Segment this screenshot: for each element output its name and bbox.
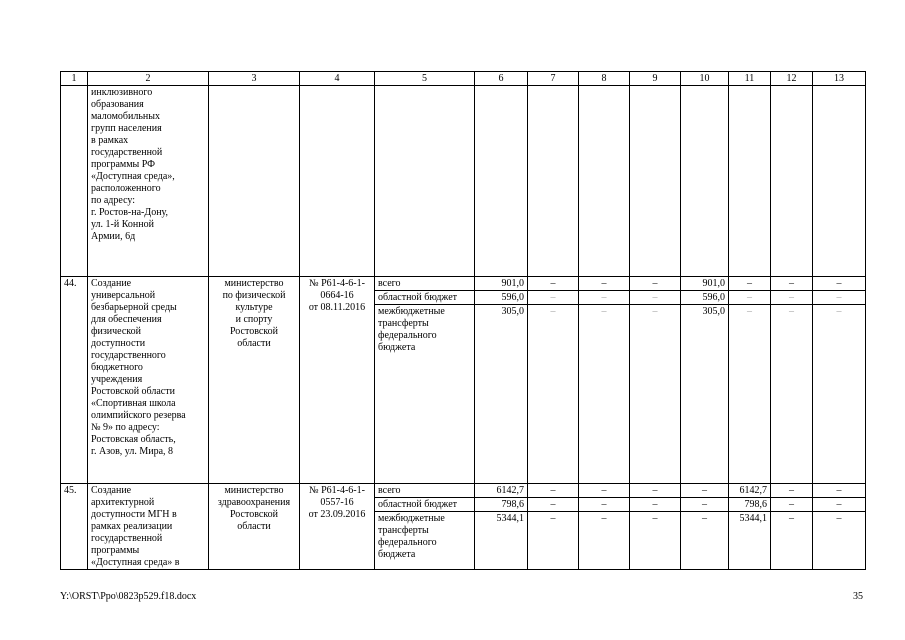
col-header: 9 [630, 72, 681, 86]
value-cell: – [813, 291, 866, 305]
value-cell: – [579, 305, 630, 484]
continuation-text: инклюзивного образования маломобильных групп населения в рамках государственной программы РФ «Доступная среда», расположенного по адресу: г. Ростов-на-Дону, ул. 1-й Конной Армии, 6д [88, 86, 209, 277]
value-cell: – [813, 484, 866, 498]
value-cell: – [771, 277, 813, 291]
value-cell: – [528, 291, 579, 305]
value-cell: – [771, 291, 813, 305]
continuation-row [61, 86, 866, 277]
value-cell: – [630, 512, 681, 570]
value-cell: – [579, 484, 630, 498]
value-cell: – [681, 484, 729, 498]
value-cell: – [771, 498, 813, 512]
value-cell: – [729, 305, 771, 484]
ministry: министерство по физической культуре и спорту Ростовской области [209, 277, 300, 484]
column-number-row [61, 72, 866, 86]
object-name: Создание универсальной безбарьерной среды для обеспечения физической доступности государственного бюджетного учреждения Ростовской области «Спортивная школа олимпийского резерва № 9» по адресу: Ростовская область, г. Азов, ул. Мира, 8 [88, 277, 209, 484]
value-cell: 6142,7 [475, 484, 528, 498]
budget-table [60, 71, 866, 570]
value-cell: – [579, 291, 630, 305]
value-cell: – [729, 277, 771, 291]
row-number: 45. [61, 484, 88, 570]
col-header: 1 [61, 72, 88, 86]
col-header: 8 [579, 72, 630, 86]
page-number: 35 [853, 591, 863, 602]
value-cell: – [630, 277, 681, 291]
object-name: Создание архитектурной доступности МГН в рамках реализации государственной программы «Доступная среда» в [88, 484, 209, 570]
value-cell: – [771, 484, 813, 498]
file-path-footer: Y:\ORST\Ppo\0823p529.f18.docx [60, 591, 197, 602]
funding-source: всего [375, 484, 475, 498]
value-cell: – [579, 512, 630, 570]
col-header: 4 [300, 72, 375, 86]
table-row [61, 484, 866, 498]
value-cell: – [771, 512, 813, 570]
value-cell: – [579, 277, 630, 291]
funding-source: всего [375, 277, 475, 291]
funding-source: межбюджетные трансферты федерального бюджета [375, 305, 475, 484]
value-cell: – [579, 498, 630, 512]
col-header: 13 [813, 72, 866, 86]
col-header: 5 [375, 72, 475, 86]
value-cell: 596,0 [475, 291, 528, 305]
col-header: 12 [771, 72, 813, 86]
value-cell: – [681, 512, 729, 570]
value-cell: – [528, 484, 579, 498]
value-cell: – [813, 277, 866, 291]
row-number: 44. [61, 277, 88, 484]
value-cell: 798,6 [475, 498, 528, 512]
value-cell: 5344,1 [729, 512, 771, 570]
col-header: 3 [209, 72, 300, 86]
col-header: 10 [681, 72, 729, 86]
col-header: 2 [88, 72, 209, 86]
value-cell: 901,0 [475, 277, 528, 291]
value-cell: – [528, 277, 579, 291]
value-cell: – [528, 498, 579, 512]
col-header: 6 [475, 72, 528, 86]
value-cell: – [630, 498, 681, 512]
value-cell: – [630, 305, 681, 484]
value-cell: – [630, 291, 681, 305]
funding-source: межбюджетные трансферты федерального бюджета [375, 512, 475, 570]
value-cell: 596,0 [681, 291, 729, 305]
value-cell: – [813, 512, 866, 570]
value-cell: – [681, 498, 729, 512]
value-cell: – [630, 484, 681, 498]
value-cell: – [528, 512, 579, 570]
table-row [61, 277, 866, 291]
ministry: министерство здравоохранения Ростовской области [209, 484, 300, 570]
decree: № Р61-4-6-1- 0557-16 от 23.09.2016 [300, 484, 375, 570]
funding-source: областной бюджет [375, 291, 475, 305]
value-cell: – [771, 305, 813, 484]
value-cell: – [528, 305, 579, 484]
value-cell: – [813, 498, 866, 512]
value-cell: – [813, 305, 866, 484]
funding-source: областной бюджет [375, 498, 475, 512]
value-cell: – [729, 291, 771, 305]
col-header: 7 [528, 72, 579, 86]
value-cell: 6142,7 [729, 484, 771, 498]
value-cell: 901,0 [681, 277, 729, 291]
value-cell: 305,0 [681, 305, 729, 484]
value-cell: 305,0 [475, 305, 528, 484]
decree: № Р61-4-6-1- 0664-16 от 08.11.2016 [300, 277, 375, 484]
col-header: 11 [729, 72, 771, 86]
value-cell: 798,6 [729, 498, 771, 512]
value-cell: 5344,1 [475, 512, 528, 570]
